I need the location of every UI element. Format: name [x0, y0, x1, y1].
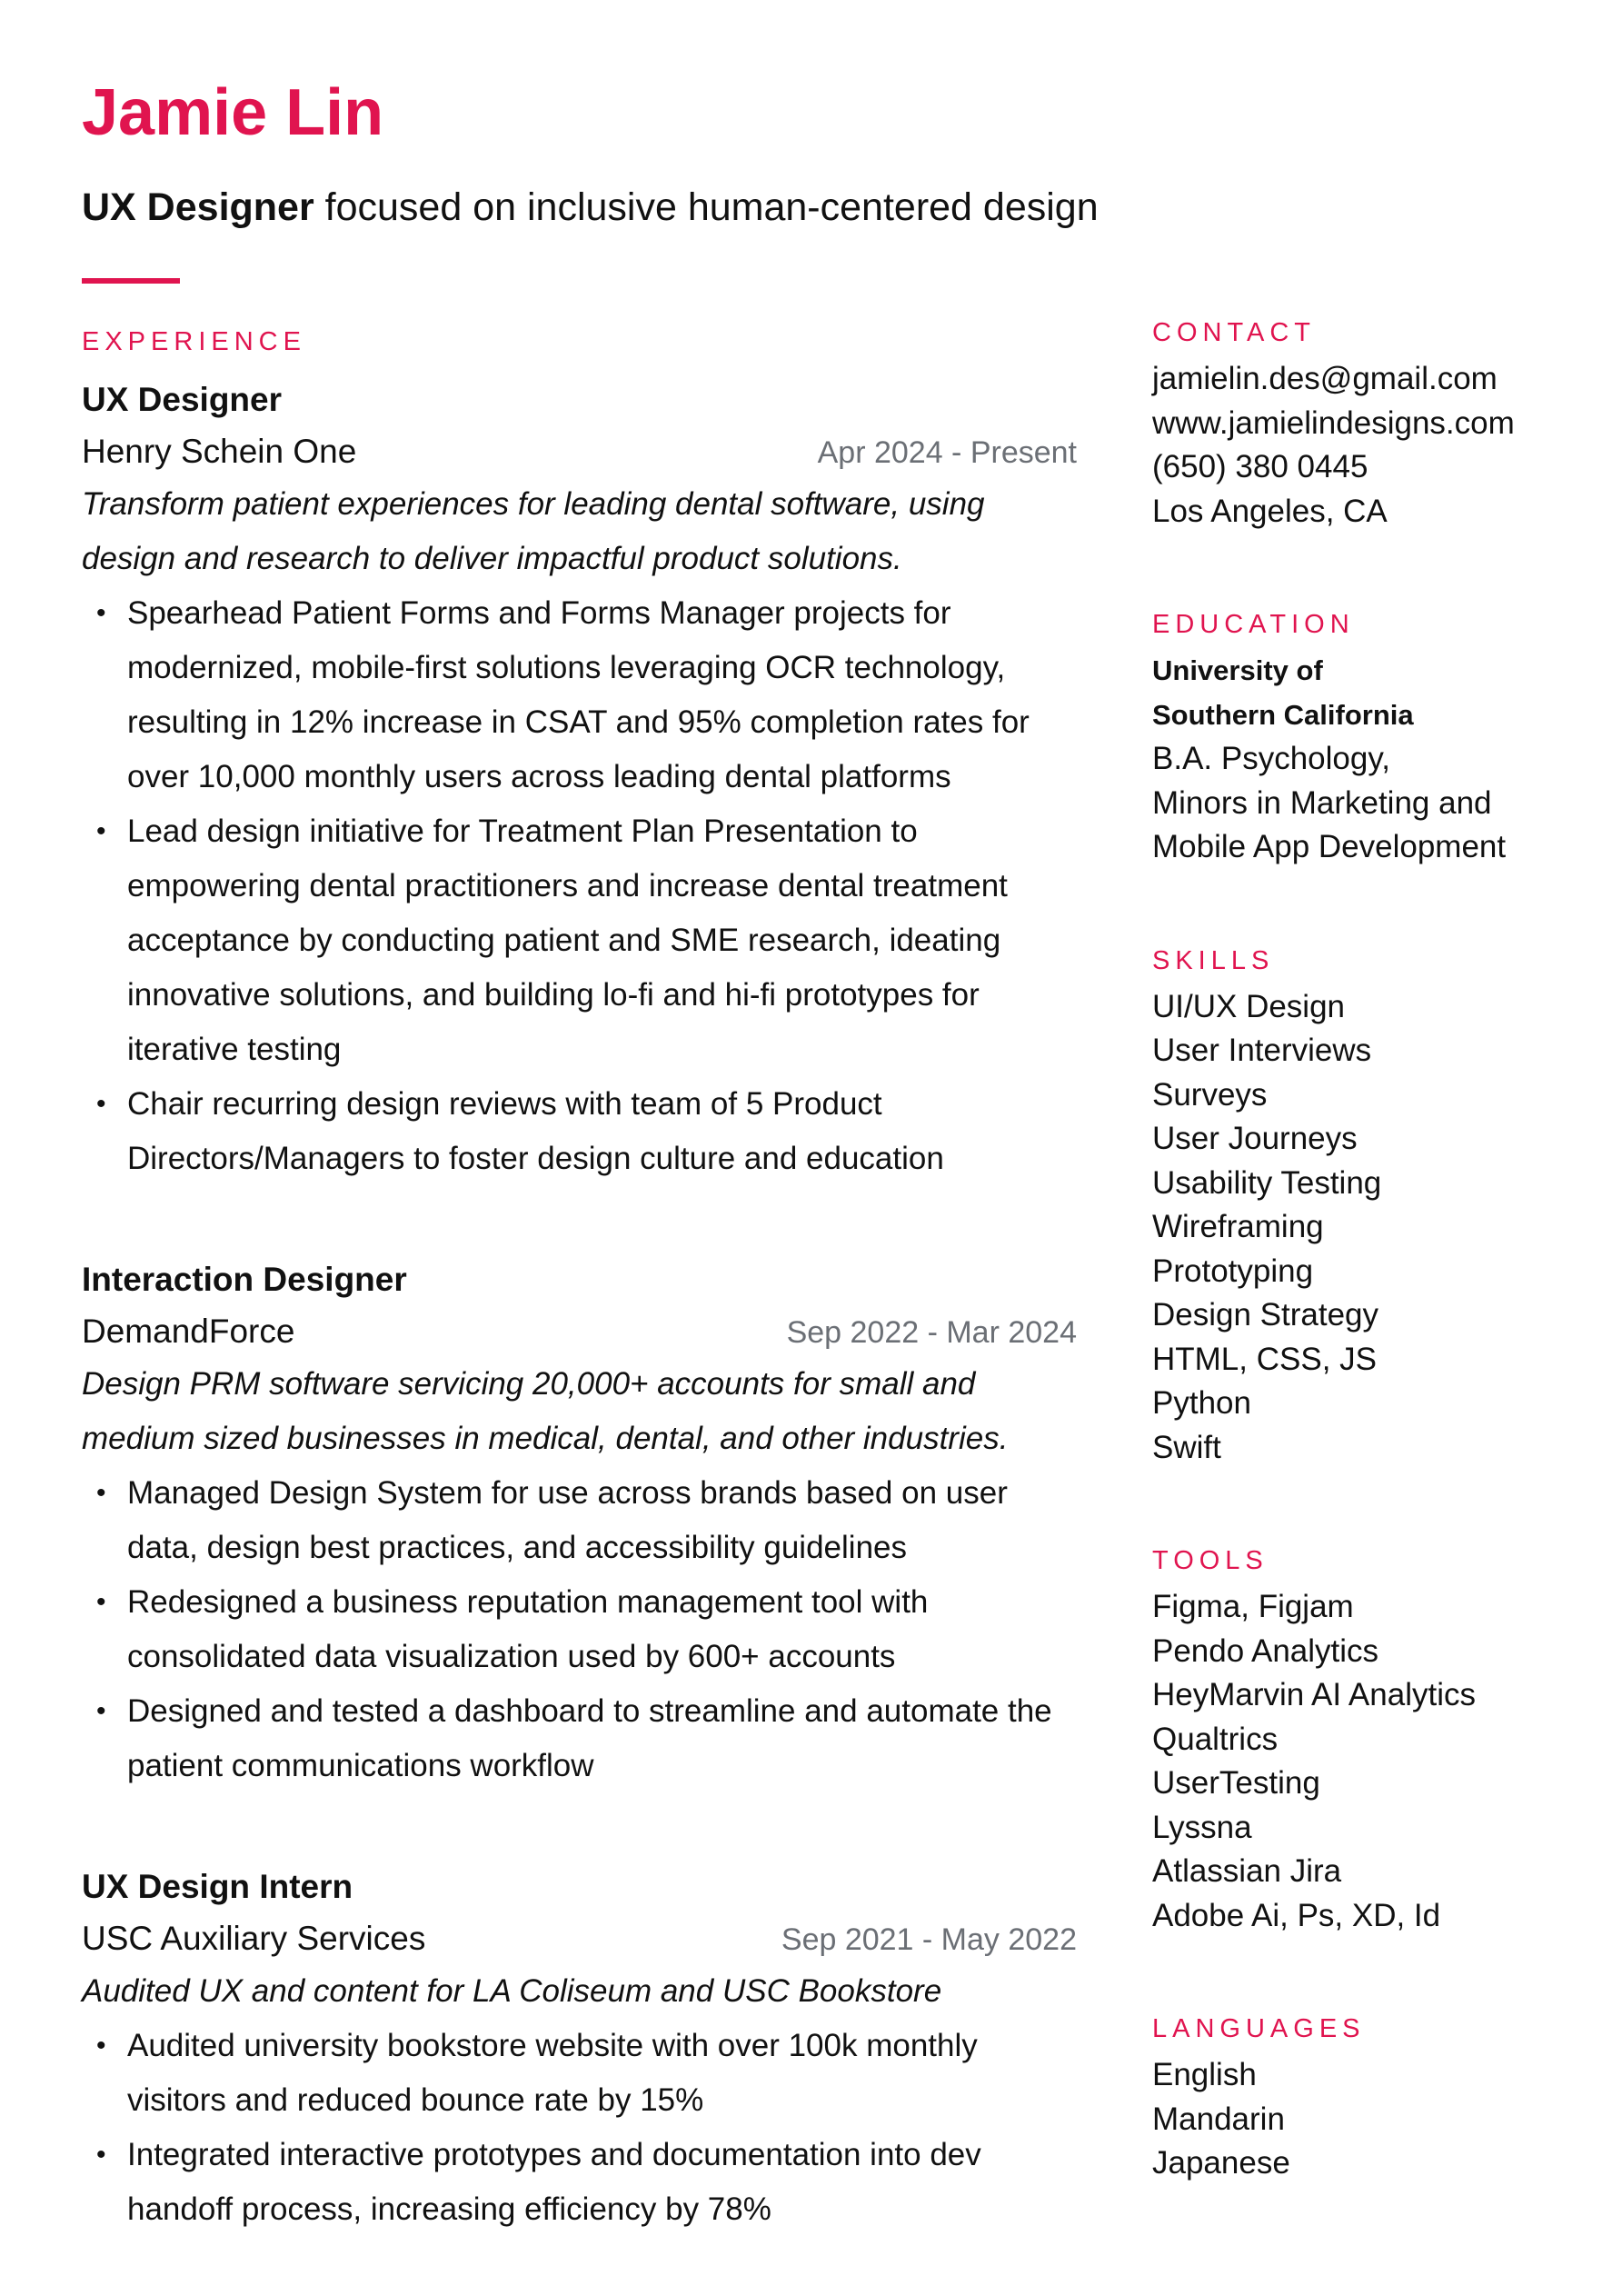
school-name-line2: Southern California: [1152, 698, 1414, 731]
degree-line: Minors in Marketing and: [1152, 784, 1492, 821]
job-bullets: [82, 586, 1077, 1186]
tool-item: Lyssna: [1152, 1809, 1252, 1845]
job-dates: Sep 2022 - Mar 2024: [786, 1315, 1077, 1351]
tool-item: HeyMarvin AI Analytics: [1152, 1677, 1476, 1712]
tool-item: Adobe Ai, Ps, XD, Id: [1152, 1897, 1441, 1933]
job-dates: Sep 2021 - May 2022: [781, 1922, 1077, 1958]
company-row: [82, 1915, 1077, 1962]
job-bullet: • Spearhead Patient Forms and Forms Manager projects for modernized, mobile-first solutions leveraging OCR technology, resulting in 12% increase in CSAT and 95% completion rates for over 10,000 monthly users across leading dental platforms: [82, 586, 1077, 804]
skills-section: [1152, 945, 1588, 1471]
contact-phone: (650) 380 0445: [1152, 449, 1368, 484]
job-summary: Audited UX and content for LA Coliseum and USC Bookstore: [82, 1973, 942, 2010]
language-item: Japanese: [1152, 2145, 1290, 2181]
sidebar: [1152, 320, 1588, 2264]
tools-heading: TOOLS: [1152, 1546, 1269, 1575]
job-entry: [82, 1866, 1077, 2237]
company-row: [82, 428, 1077, 475]
tool-item: Atlassian Jira: [1152, 1853, 1342, 1889]
job-bullets: [82, 1466, 1077, 1793]
skill-item: Swift: [1152, 1429, 1221, 1465]
accent-divider: [82, 278, 180, 284]
job-bullet: • Designed and tested a dashboard to streamline and automate the patient communications workflow: [82, 1684, 1077, 1793]
job-bullet: • Chair recurring design reviews with team of 5 Product Directors/Managers to foster design culture and education: [82, 1077, 1077, 1186]
skill-item: HTML, CSS, JS: [1152, 1341, 1377, 1377]
experience-section: [82, 329, 1077, 2237]
skill-item: Prototyping: [1152, 1253, 1314, 1289]
tools-section: [1152, 1548, 1588, 1938]
tool-item: Qualtrics: [1152, 1721, 1279, 1757]
job-bullet: • Lead design initiative for Treatment Plan Presentation to empowering dental practitioners and increase dental treatment acceptance by conducting patient and SME research, ideating innovative solutions, and building lo-fi and hi-fi prototypes for iterative testing: [82, 804, 1077, 1077]
company-row: [82, 1308, 1077, 1355]
job-bullet: • Redesigned a business reputation management tool with consolidated data visualization used by 600+ accounts: [82, 1575, 1077, 1684]
company-name: DemandForce: [82, 1313, 295, 1351]
degree-line: Mobile App Development: [1152, 829, 1507, 864]
tagline-role: UX Designer: [82, 185, 314, 229]
job-entry: [82, 1259, 1077, 1793]
company-name: Henry Schein One: [82, 433, 357, 471]
job-summary: Transform patient experiences for leading dental software, using design and research to deliver impactful product solutions.: [82, 486, 985, 577]
skill-item: User Journeys: [1152, 1121, 1358, 1156]
job-bullet: • Managed Design System for use across brands based on user data, design best practices, and accessibility guidelines: [82, 1466, 1077, 1575]
tool-item: UserTesting: [1152, 1765, 1320, 1801]
job-bullet: • Integrated interactive prototypes and documentation into dev handoff process, increasing efficiency by 78%: [82, 2128, 1077, 2237]
degree-line: B.A. Psychology,: [1152, 741, 1390, 776]
job-title: Interaction Designer: [82, 1261, 407, 1299]
company-name: USC Auxiliary Services: [82, 1920, 426, 1958]
skill-item: Design Strategy: [1152, 1297, 1379, 1333]
contact-section: [1152, 320, 1588, 534]
job-summary: Design PRM software servicing 20,000+ accounts for small and medium sized businesses in medical, dental, and other industries.: [82, 1366, 1009, 1457]
tagline: [82, 186, 1099, 229]
job-title: UX Design Intern: [82, 1868, 353, 1906]
languages-heading: LANGUAGES: [1152, 2014, 1366, 2043]
education-heading: EDUCATION: [1152, 610, 1355, 639]
contact-website[interactable]: www.jamielindesigns.com: [1152, 404, 1515, 441]
skill-item: UI/UX Design: [1152, 988, 1346, 1024]
job-entry: [82, 379, 1077, 1186]
tool-item: Figma, Figjam: [1152, 1589, 1354, 1624]
contact-email[interactable]: jamielin.des@gmail.com: [1152, 361, 1498, 396]
tagline-text: focused on inclusive human-centered design: [313, 185, 1099, 229]
skill-item: User Interviews: [1152, 1033, 1372, 1068]
skill-item: Usability Testing: [1152, 1164, 1382, 1201]
skill-item: Wireframing: [1152, 1209, 1324, 1244]
school-name-line1: University of: [1152, 654, 1323, 686]
candidate-name: Jamie Lin: [82, 76, 384, 149]
language-item: English: [1152, 2057, 1257, 2092]
contact-location: Los Angeles, CA: [1152, 493, 1388, 529]
job-bullet: • Audited university bookstore website with over 100k monthly visitors and reduced bounce rate by 15%: [82, 2019, 1077, 2128]
job-dates: Apr 2024 - Present: [817, 435, 1077, 471]
skill-item: Python: [1152, 1385, 1251, 1421]
experience-heading: EXPERIENCE: [82, 327, 306, 356]
tool-item: Pendo Analytics: [1152, 1632, 1379, 1669]
education-section: [1152, 612, 1588, 870]
job-bullets: [82, 2019, 1077, 2237]
languages-section: [1152, 2016, 1588, 2186]
skill-item: Surveys: [1152, 1076, 1268, 1113]
contact-heading: CONTACT: [1152, 318, 1317, 347]
skills-heading: SKILLS: [1152, 945, 1275, 975]
job-title: UX Designer: [82, 381, 283, 418]
language-item: Mandarin: [1152, 2101, 1285, 2137]
